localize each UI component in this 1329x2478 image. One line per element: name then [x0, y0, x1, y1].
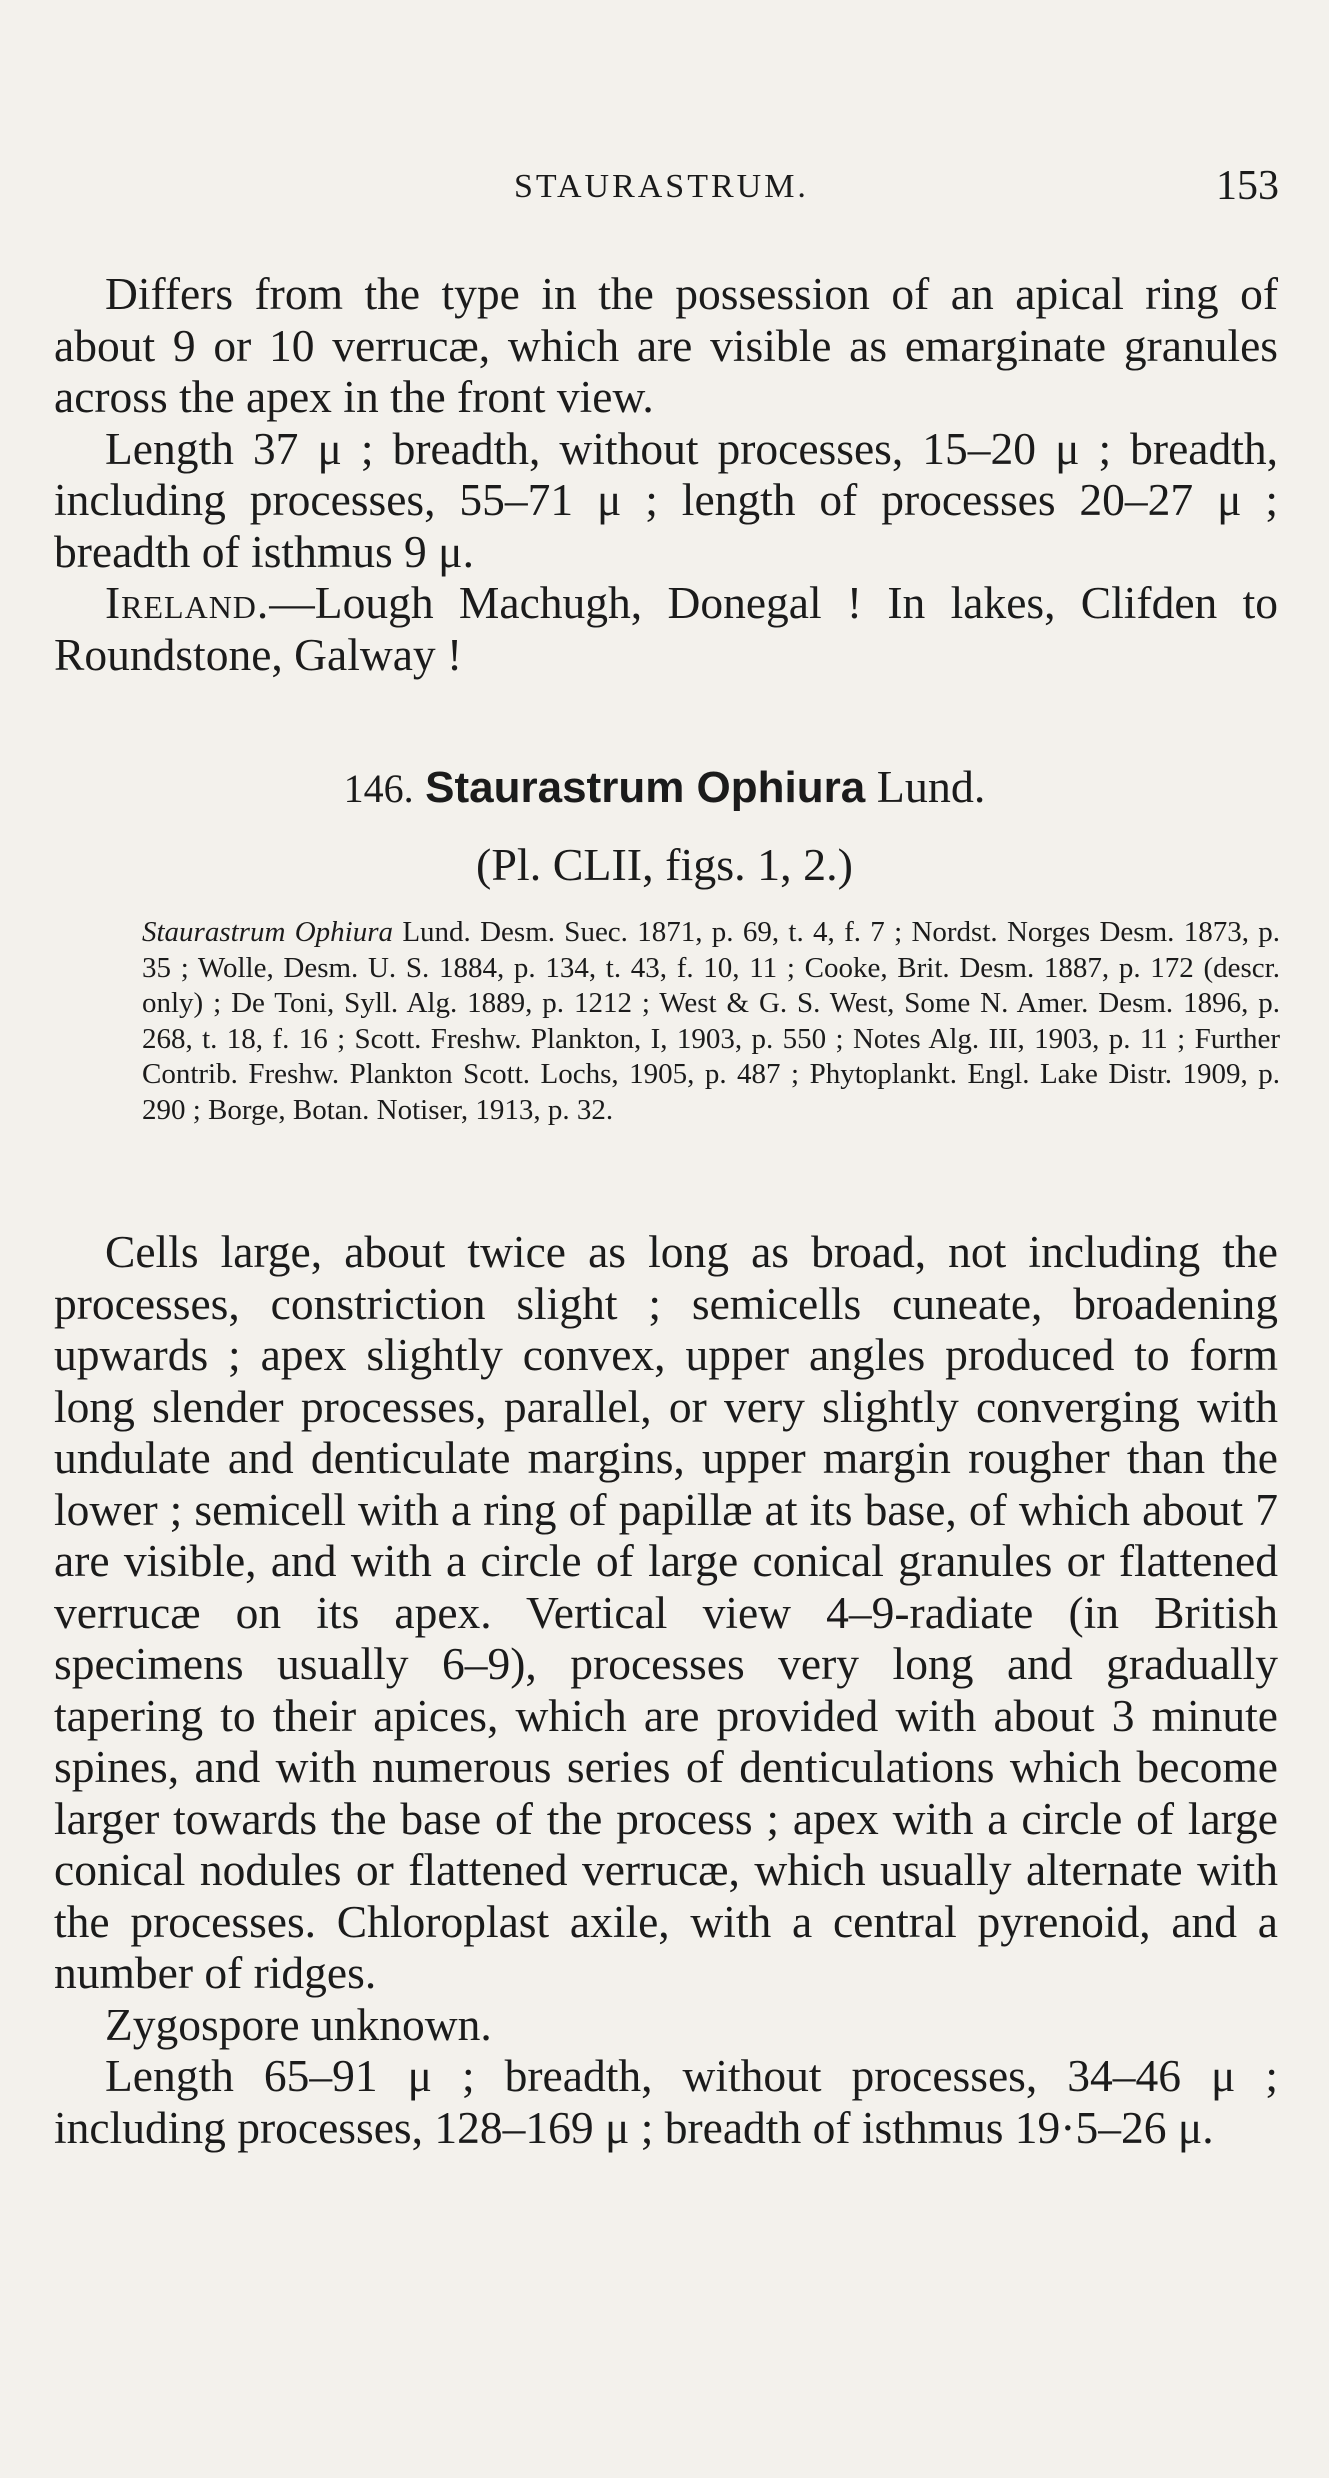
zygospore-note: Zygospore unknown. — [105, 1998, 492, 2050]
species-authority: Lund. — [876, 761, 986, 812]
variety-locality — [54, 577, 1278, 680]
species-heading — [0, 760, 1329, 813]
page-number: 153 — [1216, 163, 1279, 209]
species-description-block — [54, 1226, 1278, 2153]
variety-measurements: Length 37 μ ; breadth, without processes, 15–20 μ ; breadth, including processes, 55–71 μ ; length of processes 20–27 μ ; breadth of isthmus 9 μ. — [54, 422, 1278, 577]
running-head: STAURASTRUM. — [514, 168, 809, 205]
species-measurements: Length 65–91 μ ; breadth, without processes, 34–46 μ ; including processes, 128–169 μ ; breadth of isthmus 19·5–26 μ. — [54, 2050, 1278, 2153]
species-name: Staurastrum Ophiura — [425, 763, 866, 812]
synonymy-species-name: Staurastrum Ophiura — [142, 916, 394, 948]
species-description: Cells large, about twice as long as broad, not including the processes, constriction slight ; semicells cuneate, broadening upwards ; apex slightly convex, upper angles produced to form long slender processes, parallel, or very slightly converging with undulate and denticulate margins, upper margin rougher than the lower ; semicell with a ring of papillæ at its base, of which about 7 are visible, and with a circle of large conical granules or flattened verrucæ on its apex. Vertical view 4–9-radiate (in British specimens usually 6–9), processes very long and gradually tapering to their apices, which are provided with about 3 minute spines, and with numerous series of denticulations which become larger towards the base of the process ; apex with a circle of large conical nodules or flattened verrucæ, which usually alternate with the processes. Chloroplast axile, with a central pyrenoid, and a number of ridges. — [54, 1226, 1278, 1998]
synonymy-citation — [142, 915, 1280, 1128]
synonymy-references: Lund. Desm. Suec. 1871, p. 69, t. 4, f. 7 ; Nordst. Norges Desm. 1873, p. 35 ; Wolle, Desm. U. S. 1884, p. 134, t. 43, f. 10, 11 ; Cooke, Brit. Desm. 1887, p. 172 (descr. only) ; De Toni, Syll. Alg. 1889, p. 1212 ; West & G. S. West, Some N. Amer. Desm. 1896, p. 268, t. 18, f. 16 ; Scott. Freshw. Plankton, I, 1903, p. 550 ; Notes Alg. III, 1903, p. 11 ; Further Contrib. Freshw. Plankton Scott. Lochs, 1905, p. 487 ; Phytoplankt. Engl. Lake Distr. 1909, p. 290 ; Borge, Botan. Notiser, 1913, p. 32. — [142, 916, 1281, 1126]
species-number: 146. — [343, 766, 414, 811]
variety-description: Differs from the type in the possession of an apical ring of about 9 or 10 verrucæ, which are visible as emarginate granules across the apex in the front view. — [54, 268, 1278, 422]
locality-label: Ireland. — [105, 577, 270, 628]
locality-text: —Lough Machugh, Donegal ! In lakes, Clifden to Roundstone, Galway ! — [54, 577, 1278, 680]
variety-description-block — [54, 268, 1278, 680]
plate-reference: (Pl. CLII, figs. 1, 2.) — [476, 839, 853, 890]
